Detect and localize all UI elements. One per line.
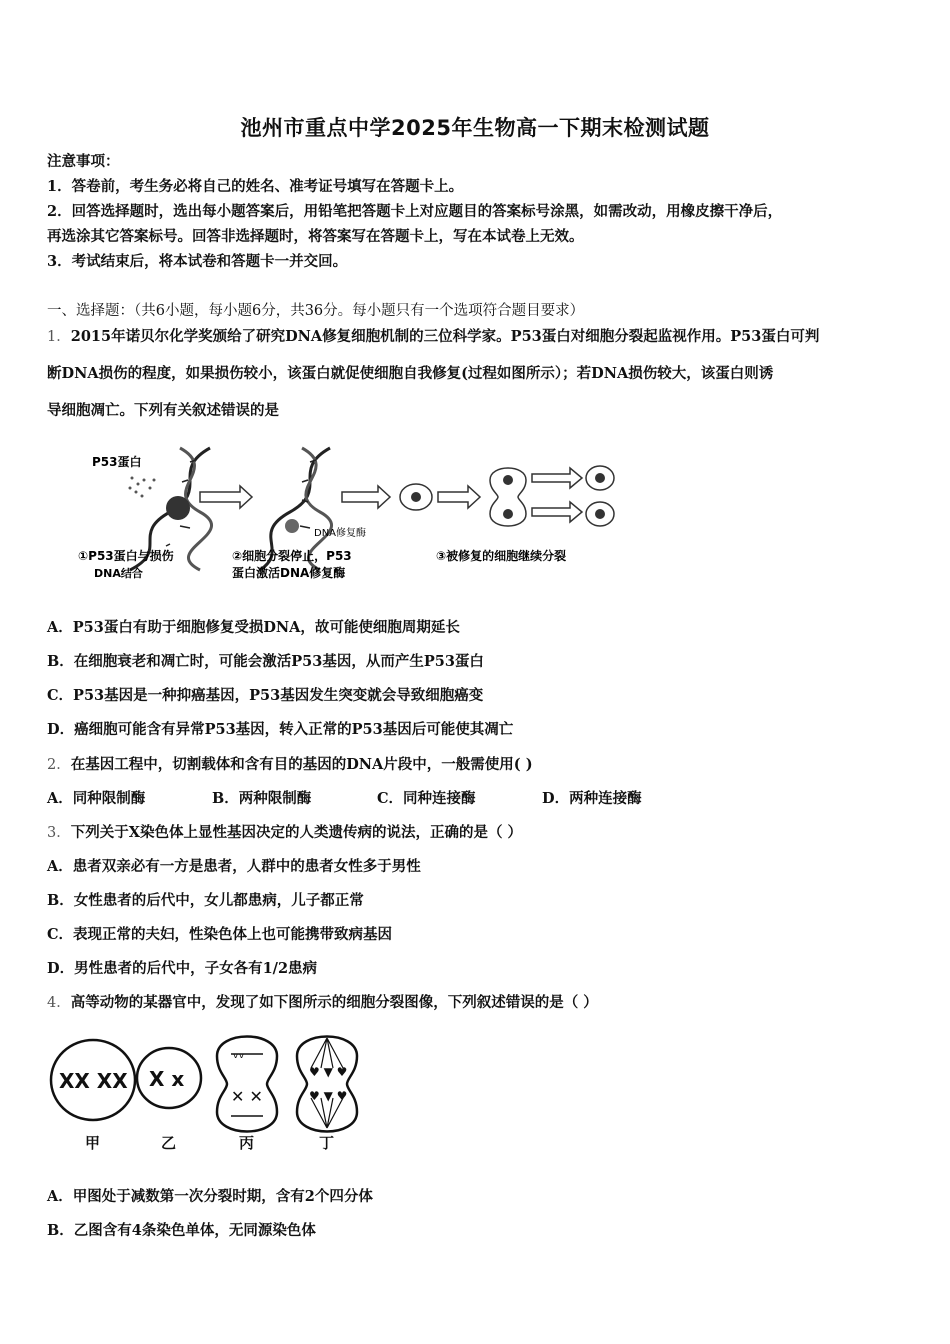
- question-2-line: [47, 755, 533, 775]
- option-a: A．同种限制酶: [47, 790, 146, 807]
- question-2-options: [47, 789, 642, 809]
- option-a: A．甲图处于减数第一次分裂时期，含有2个四分体: [47, 1188, 373, 1205]
- notice-item: 再选涂其它答案标号。回答非选择题时，将答案写在答题卡上，写在本试卷上无效。: [47, 228, 584, 245]
- question-number: 2．: [47, 757, 71, 773]
- cell-ding: [297, 1037, 357, 1132]
- option-b: B．在细胞衰老和凋亡时，可能会激活P53基因，从而产生P53蛋白: [47, 653, 484, 670]
- question-3-line: [47, 823, 522, 843]
- page-title: 池州市重点中学2025年生物高一下期末检测试题: [240, 116, 710, 140]
- label-ding: 丁: [319, 1134, 335, 1152]
- step2-caption: 蛋白激活DNA修复酶: [232, 566, 346, 580]
- arrow-icon: [532, 468, 582, 522]
- step3-caption: ③被修复的细胞继续分裂: [436, 549, 567, 563]
- arrow-icon: [342, 486, 390, 508]
- label-yi: 乙: [161, 1134, 177, 1152]
- notice-item: 2．回答选择题时，选出每小题答案后，用铅笔把答题卡上对应题目的答案标号涂黑，如需改动，用橡皮擦干净后，: [47, 203, 783, 220]
- question-1-line: 导细胞凋亡。下列有关叙述错误的是: [47, 402, 279, 419]
- p53-process-figure: [70, 440, 630, 590]
- question-text: 在基因工程中，切割载体和含有目的基因的DNA片段中，一般需使用( ): [70, 756, 533, 773]
- question-text: 下列关于X染色体上显性基因决定的人类遗传病的说法，正确的是（ ）: [70, 824, 523, 841]
- notice-item: 1．答卷前，考生务必将自己的姓名、准考证号填写在答题卡上。: [47, 178, 464, 195]
- enzyme-label: DNA修复酶: [314, 528, 367, 539]
- option-b: B．女性患者的后代中，女儿都患病，儿子都正常: [47, 892, 364, 909]
- cell-yi: [137, 1048, 201, 1108]
- option-c: C．表现正常的夫妇，性染色体上也可能携带致病基因: [47, 926, 393, 943]
- svg-text:ᵥᵥ: ᵥᵥ: [233, 1046, 245, 1062]
- svg-text:X x: X x: [149, 1067, 185, 1091]
- option-c: C．同种连接酶: [377, 790, 476, 807]
- option-d: D．两种连接酶: [542, 790, 642, 807]
- arrow-icon: [438, 486, 480, 508]
- label-jia: 甲: [85, 1134, 101, 1152]
- option-d: D．男性患者的后代中，子女各有1/2患病: [47, 960, 318, 977]
- cell-bing: [217, 1037, 277, 1132]
- step1-caption: ①P53蛋白与损伤: [78, 549, 174, 563]
- p53-protein-dots: [129, 477, 156, 498]
- dividing-cell-icon: [490, 468, 526, 526]
- svg-text:XX XX: XX XX: [59, 1069, 128, 1093]
- svg-text:♥ ▼ ♥: ♥ ▼ ♥: [309, 1065, 348, 1079]
- damage-site: [166, 496, 190, 520]
- option-a: A．患者双亲必有一方是患者，人群中的患者女性多于男性: [47, 858, 421, 875]
- step2-caption: ②细胞分裂停止，P53: [232, 549, 352, 563]
- cell-icon: [586, 466, 614, 526]
- p53-label: P53蛋白: [92, 455, 142, 469]
- option-d: D．癌细胞可能含有异常P53基因，转入正常的P53基因后可能使其凋亡: [47, 721, 514, 738]
- section-heading: 一、选择题：（共6小题，每小题6分，共36分。每小题只有一个选项符合题目要求）: [47, 303, 585, 319]
- option-b: B．两种限制酶: [212, 790, 312, 807]
- question-4-line: [47, 993, 598, 1013]
- cell-jia: [51, 1040, 135, 1120]
- option-c: C．P53基因是一种抑癌基因，P53基因发生突变就会导致细胞癌变: [47, 687, 484, 704]
- step1-caption: DNA结合: [94, 567, 143, 580]
- question-text: 2015年诺贝尔化学奖颁给了研究DNA修复细胞机制的三位科学家。P53蛋白对细胞分裂起监视作用。P53蛋白可判: [70, 328, 820, 345]
- repair-enzyme: [285, 519, 299, 533]
- arrow-icon: [200, 486, 252, 508]
- question-1-line: [47, 327, 819, 347]
- notice-heading: 注意事项：: [47, 153, 120, 170]
- svg-text:♥ ▼ ♥: ♥ ▼ ♥: [309, 1089, 348, 1103]
- question-text: 高等动物的某器官中，发现了如下图所示的细胞分裂图像，下列叙述错误的是（ ）: [70, 994, 598, 1011]
- option-a: A．P53蛋白有助于细胞修复受损DNA，故可能使细胞周期延长: [47, 619, 460, 636]
- notice-item: 3．考试结束后，将本试卷和答题卡一并交回。: [47, 253, 348, 270]
- svg-text:✕ ✕: ✕ ✕: [231, 1087, 263, 1106]
- cell-icon: [400, 484, 432, 510]
- question-number: 3．: [47, 825, 71, 841]
- cell-division-figure: [45, 1028, 365, 1154]
- question-number: 4．: [47, 995, 71, 1011]
- label-bing: 丙: [239, 1134, 255, 1152]
- option-b: B．乙图含有4条染色单体，无同源染色体: [47, 1222, 316, 1239]
- question-number: 1．: [47, 329, 71, 345]
- question-1-line: 断DNA损伤的程度，如果损伤较小，该蛋白就促使细胞自我修复(过程如图所示）；若DNA损伤较大，该蛋白则诱: [47, 365, 774, 382]
